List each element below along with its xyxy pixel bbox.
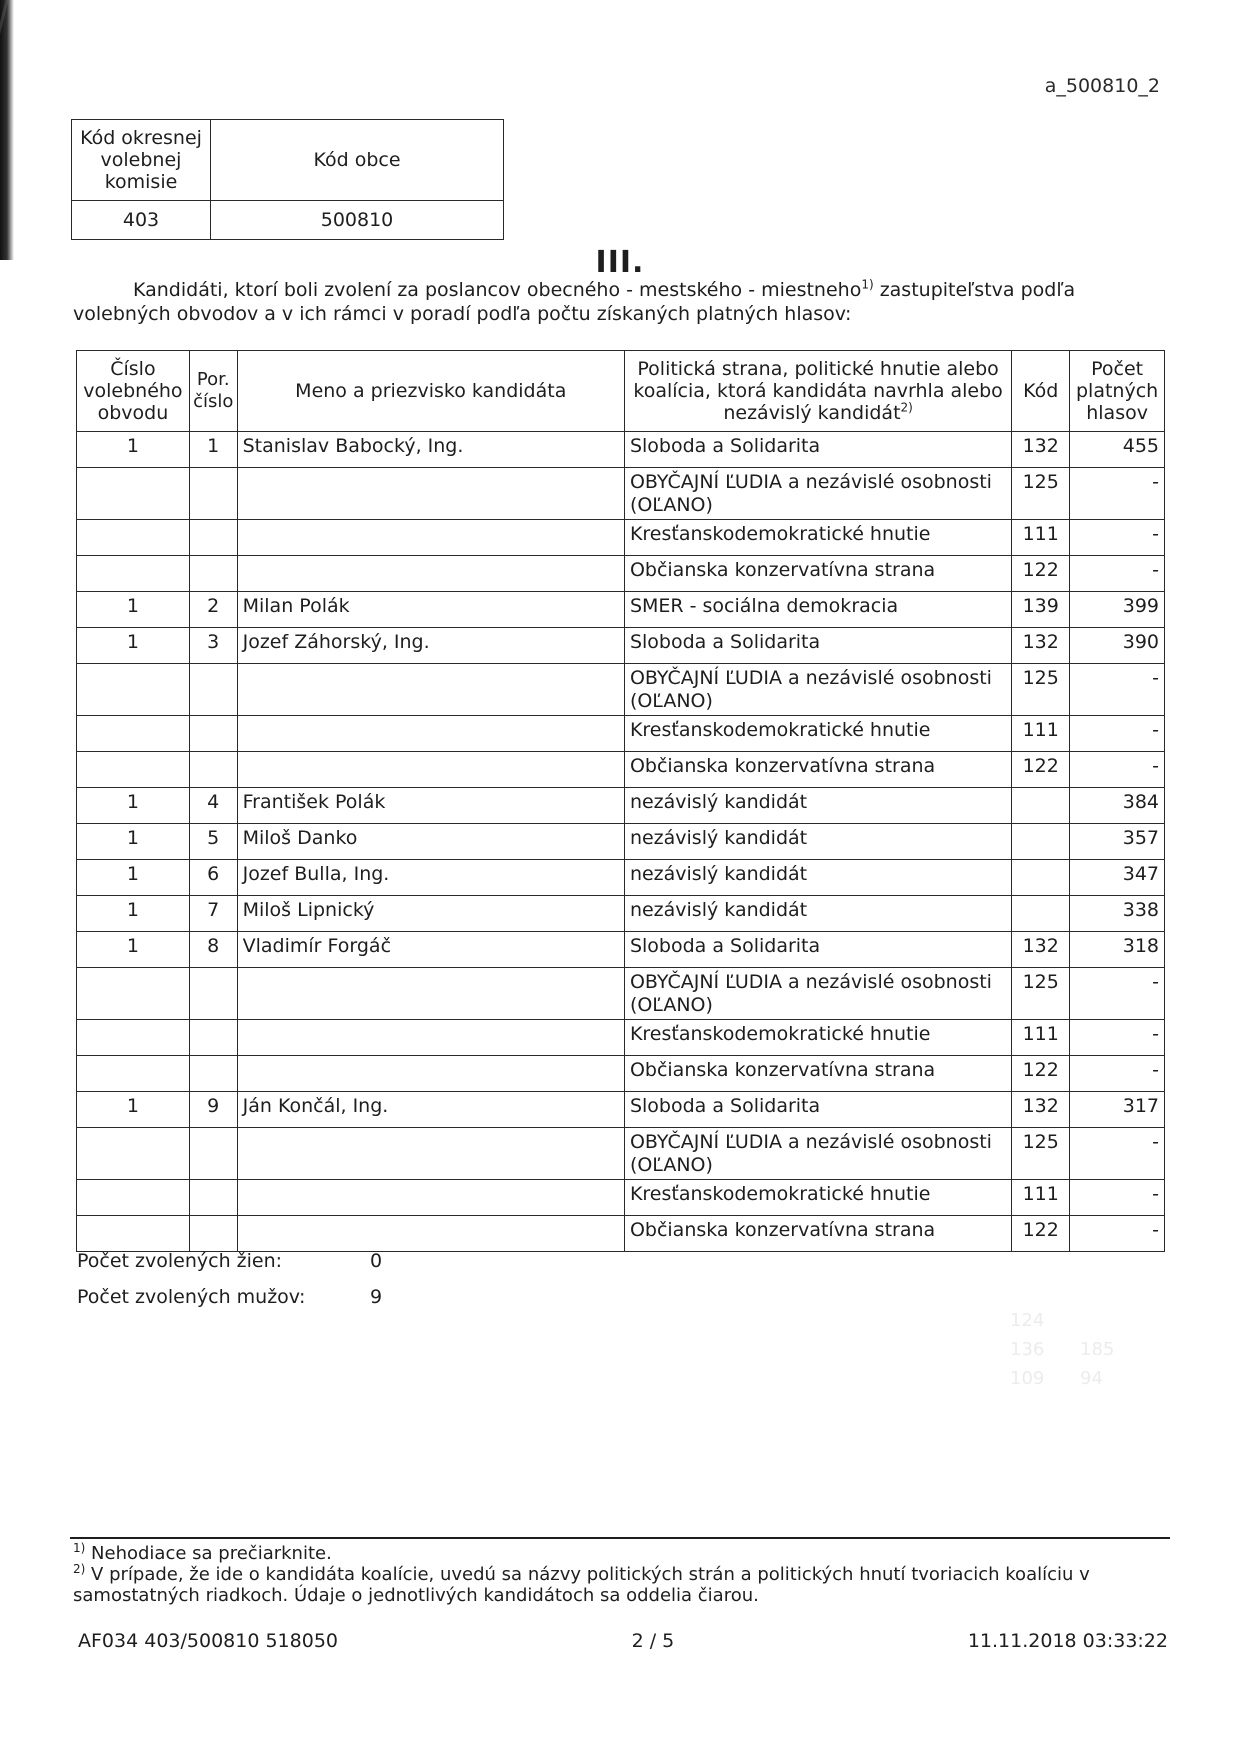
district-number-cell: 1 bbox=[77, 824, 190, 860]
party-code-cell: 122 bbox=[1012, 1216, 1070, 1252]
party-name-cell: OBYČAJNÍ ĽUDIA a nezávislé osobnosti (OĽANO) bbox=[624, 664, 1011, 716]
footnote-1-marker: 1) bbox=[73, 1541, 86, 1555]
valid-votes-cell: - bbox=[1070, 1180, 1165, 1216]
summary bbox=[77, 1250, 382, 1322]
party-code-cell: 132 bbox=[1012, 1092, 1070, 1128]
party-name-cell: Občianska konzervatívna strana bbox=[624, 1216, 1011, 1252]
party-name-cell: Sloboda a Solidarita bbox=[624, 432, 1011, 468]
valid-votes-cell: 455 bbox=[1070, 432, 1165, 468]
candidate-row bbox=[77, 628, 1165, 664]
order-number-cell: 8 bbox=[189, 932, 237, 968]
candidate-name-cell bbox=[237, 752, 624, 788]
district-number-cell bbox=[77, 1056, 190, 1092]
party-name-cell: Sloboda a Solidarita bbox=[624, 932, 1011, 968]
header-party-footnote-ref: 2) bbox=[900, 400, 913, 415]
candidate-name-cell: Ján Končál, Ing. bbox=[237, 1092, 624, 1128]
party-code-cell bbox=[1012, 824, 1070, 860]
valid-votes-cell: - bbox=[1070, 664, 1165, 716]
party-code-cell: 111 bbox=[1012, 520, 1070, 556]
footer-page-number: 2 / 5 bbox=[631, 1630, 675, 1652]
party-code-cell: 132 bbox=[1012, 932, 1070, 968]
municipality-code: 500810 bbox=[211, 201, 504, 240]
party-name-cell: Sloboda a Solidarita bbox=[624, 1092, 1011, 1128]
candidate-name-cell: Jozef Bulla, Ing. bbox=[237, 860, 624, 896]
party-code-cell bbox=[1012, 860, 1070, 896]
order-number-cell: 1 bbox=[189, 432, 237, 468]
order-number-cell bbox=[189, 1056, 237, 1092]
party-name-cell: nezávislý kandidát bbox=[624, 824, 1011, 860]
order-number-cell bbox=[189, 520, 237, 556]
footnote-2-marker: 2) bbox=[73, 1562, 86, 1576]
party-code-cell: 122 bbox=[1012, 556, 1070, 592]
coalition-party-row bbox=[77, 1216, 1165, 1252]
valid-votes-cell: - bbox=[1070, 1128, 1165, 1180]
party-name-cell: SMER - sociálna demokracia bbox=[624, 592, 1011, 628]
candidate-row bbox=[77, 860, 1165, 896]
candidate-name-cell bbox=[237, 556, 624, 592]
women-count-value: 0 bbox=[370, 1250, 383, 1272]
party-code-cell bbox=[1012, 788, 1070, 824]
order-number-cell bbox=[189, 1020, 237, 1056]
footnote-1 bbox=[73, 1543, 1173, 1564]
candidate-name-cell: Miloš Lipnický bbox=[237, 896, 624, 932]
district-number-cell: 1 bbox=[77, 896, 190, 932]
district-number-cell bbox=[77, 1180, 190, 1216]
valid-votes-cell: - bbox=[1070, 752, 1165, 788]
candidate-name-cell: Milan Polák bbox=[237, 592, 624, 628]
order-number-cell bbox=[189, 752, 237, 788]
candidate-name-cell: Miloš Danko bbox=[237, 824, 624, 860]
candidate-row bbox=[77, 788, 1165, 824]
valid-votes-cell: - bbox=[1070, 520, 1165, 556]
district-number-cell bbox=[77, 664, 190, 716]
valid-votes-cell: 357 bbox=[1070, 824, 1165, 860]
candidate-row bbox=[77, 932, 1165, 968]
district-number-cell: 1 bbox=[77, 788, 190, 824]
district-number-cell bbox=[77, 520, 190, 556]
header-party bbox=[624, 351, 1011, 432]
men-count-row bbox=[77, 1286, 382, 1322]
valid-votes-cell: 347 bbox=[1070, 860, 1165, 896]
valid-votes-cell: 399 bbox=[1070, 592, 1165, 628]
section-title: III. bbox=[595, 245, 645, 280]
candidates-table-body bbox=[77, 432, 1165, 1252]
party-code-cell: 122 bbox=[1012, 1056, 1070, 1092]
men-count-label: Počet zvolených mužov: bbox=[77, 1286, 306, 1308]
district-number-cell bbox=[77, 556, 190, 592]
party-code-cell: 111 bbox=[1012, 716, 1070, 752]
valid-votes-cell: - bbox=[1070, 1216, 1165, 1252]
district-number-cell bbox=[77, 1128, 190, 1180]
valid-votes-cell: - bbox=[1070, 468, 1165, 520]
women-count-label: Počet zvolených žien: bbox=[77, 1250, 283, 1272]
order-number-cell bbox=[189, 968, 237, 1020]
party-name-cell: nezávislý kandidát bbox=[624, 860, 1011, 896]
order-number-cell: 7 bbox=[189, 896, 237, 932]
party-name-cell: Kresťanskodemokratické hnutie bbox=[624, 1180, 1011, 1216]
district-number-cell: 1 bbox=[77, 1092, 190, 1128]
page-footer bbox=[78, 1630, 1168, 1652]
party-name-cell: Kresťanskodemokratické hnutie bbox=[624, 520, 1011, 556]
coalition-party-row bbox=[77, 556, 1165, 592]
footnotes bbox=[73, 1543, 1173, 1606]
candidate-row bbox=[77, 896, 1165, 932]
party-code-cell: 125 bbox=[1012, 968, 1070, 1020]
district-number-cell bbox=[77, 752, 190, 788]
women-count-row bbox=[77, 1250, 382, 1286]
candidate-row bbox=[77, 592, 1165, 628]
header-district-commission-code: Kód okresnej volebnej komisie bbox=[72, 120, 211, 201]
valid-votes-cell: - bbox=[1070, 1020, 1165, 1056]
candidate-name-cell bbox=[237, 664, 624, 716]
candidate-name-cell bbox=[237, 1020, 624, 1056]
candidate-name-cell bbox=[237, 716, 624, 752]
party-name-cell: Občianska konzervatívna strana bbox=[624, 556, 1011, 592]
party-name-cell: Sloboda a Solidarita bbox=[624, 628, 1011, 664]
district-number-cell: 1 bbox=[77, 628, 190, 664]
party-code-cell: 125 bbox=[1012, 468, 1070, 520]
coalition-party-row bbox=[77, 664, 1165, 716]
header-order-number: Por. číslo bbox=[189, 351, 237, 432]
valid-votes-cell: 338 bbox=[1070, 896, 1165, 932]
candidate-name-cell: Jozef Záhorský, Ing. bbox=[237, 628, 624, 664]
valid-votes-cell: 318 bbox=[1070, 932, 1165, 968]
header-valid-votes: Počet platných hlasov bbox=[1070, 351, 1165, 432]
header-municipality-code: Kód obce bbox=[211, 120, 504, 201]
order-number-cell: 3 bbox=[189, 628, 237, 664]
header-candidate-name: Meno a priezvisko kandidáta bbox=[237, 351, 624, 432]
party-name-cell: Občianska konzervatívna strana bbox=[624, 1056, 1011, 1092]
district-number-cell: 1 bbox=[77, 592, 190, 628]
party-code-cell: 132 bbox=[1012, 432, 1070, 468]
district-number-cell bbox=[77, 468, 190, 520]
valid-votes-cell: - bbox=[1070, 968, 1165, 1020]
order-number-cell bbox=[189, 716, 237, 752]
party-name-cell: OBYČAJNÍ ĽUDIA a nezávislé osobnosti (OĽANO) bbox=[624, 1128, 1011, 1180]
bleed-through-value: 136 bbox=[1010, 1339, 1045, 1360]
codes-header-row bbox=[72, 120, 504, 201]
bleed-through-text bbox=[1010, 1310, 1150, 1389]
footer-form-id: AF034 403/500810 518050 bbox=[78, 1630, 338, 1652]
intro-footnote-ref: 1) bbox=[861, 277, 874, 292]
coalition-party-row bbox=[77, 1180, 1165, 1216]
order-number-cell: 5 bbox=[189, 824, 237, 860]
bleed-through-value: 185 bbox=[1080, 1339, 1115, 1360]
candidate-name-cell bbox=[237, 1180, 624, 1216]
party-code-cell: 111 bbox=[1012, 1020, 1070, 1056]
party-code-cell: 132 bbox=[1012, 628, 1070, 664]
valid-votes-cell: 384 bbox=[1070, 788, 1165, 824]
coalition-party-row bbox=[77, 1128, 1165, 1180]
footnote-1-text: Nehodiace sa prečiarknite. bbox=[85, 1543, 332, 1564]
candidate-name-cell bbox=[237, 1056, 624, 1092]
party-name-cell: Kresťanskodemokratické hnutie bbox=[624, 1020, 1011, 1056]
coalition-party-row bbox=[77, 716, 1165, 752]
order-number-cell bbox=[189, 468, 237, 520]
order-number-cell bbox=[189, 1216, 237, 1252]
bleed-through-value: 94 bbox=[1080, 1368, 1103, 1389]
candidates-header-row bbox=[77, 351, 1165, 432]
district-number-cell: 1 bbox=[77, 860, 190, 896]
valid-votes-cell: - bbox=[1070, 556, 1165, 592]
intro-paragraph bbox=[73, 278, 1173, 326]
header-party-text: Politická strana, politické hnutie alebo koalícia, ktorá kandidáta navrhla alebo nezávislý kandidát bbox=[633, 358, 1003, 424]
header-code: Kód bbox=[1012, 351, 1070, 432]
footnote-divider bbox=[70, 1537, 1170, 1539]
candidate-name-cell bbox=[237, 1216, 624, 1252]
candidate-row bbox=[77, 824, 1165, 860]
candidate-name-cell bbox=[237, 1128, 624, 1180]
candidate-row bbox=[77, 432, 1165, 468]
district-number-cell: 1 bbox=[77, 432, 190, 468]
intro-text-end: zastupiteľstva podľa volebných obvodov a v ich rámci v poradí podľa počtu získaných platných hlasov: bbox=[73, 279, 1076, 325]
party-code-cell: 111 bbox=[1012, 1180, 1070, 1216]
codes-table bbox=[71, 119, 504, 240]
party-name-cell: Občianska konzervatívna strana bbox=[624, 752, 1011, 788]
party-code-cell: 122 bbox=[1012, 752, 1070, 788]
candidate-name-cell bbox=[237, 520, 624, 556]
party-code-cell: 139 bbox=[1012, 592, 1070, 628]
candidate-name-cell bbox=[237, 968, 624, 1020]
order-number-cell: 4 bbox=[189, 788, 237, 824]
district-number-cell bbox=[77, 716, 190, 752]
party-code-cell: 125 bbox=[1012, 1128, 1070, 1180]
district-number-cell bbox=[77, 968, 190, 1020]
candidates-table bbox=[76, 350, 1165, 1252]
candidate-name-cell: Stanislav Babocký, Ing. bbox=[237, 432, 624, 468]
coalition-party-row bbox=[77, 1020, 1165, 1056]
district-number-cell bbox=[77, 1020, 190, 1056]
valid-votes-cell: 390 bbox=[1070, 628, 1165, 664]
order-number-cell bbox=[189, 1128, 237, 1180]
valid-votes-cell: - bbox=[1070, 1056, 1165, 1092]
party-name-cell: Kresťanskodemokratické hnutie bbox=[624, 716, 1011, 752]
bleed-through-value: 124 bbox=[1010, 1310, 1045, 1331]
candidate-name-cell: František Polák bbox=[237, 788, 624, 824]
footnote-2 bbox=[73, 1564, 1173, 1606]
coalition-party-row bbox=[77, 1056, 1165, 1092]
order-number-cell bbox=[189, 664, 237, 716]
party-name-cell: OBYČAJNÍ ĽUDIA a nezávislé osobnosti (OĽANO) bbox=[624, 968, 1011, 1020]
document-code: a_500810_2 bbox=[1044, 75, 1160, 97]
footer-timestamp: 11.11.2018 03:33:22 bbox=[967, 1630, 1168, 1652]
bleed-through-value: 109 bbox=[1010, 1368, 1045, 1389]
men-count-value: 9 bbox=[370, 1286, 383, 1308]
party-name-cell: nezávislý kandidát bbox=[624, 788, 1011, 824]
header-district-number: Číslo volebného obvodu bbox=[77, 351, 190, 432]
candidate-name-cell: Vladimír Forgáč bbox=[237, 932, 624, 968]
party-name-cell: nezávislý kandidát bbox=[624, 896, 1011, 932]
party-code-cell bbox=[1012, 896, 1070, 932]
order-number-cell: 9 bbox=[189, 1092, 237, 1128]
coalition-party-row bbox=[77, 468, 1165, 520]
coalition-party-row bbox=[77, 752, 1165, 788]
intro-text: Kandidáti, ktorí boli zvolení za poslancov obecného - mestského - miestneho bbox=[133, 279, 862, 301]
order-number-cell bbox=[189, 556, 237, 592]
coalition-party-row bbox=[77, 968, 1165, 1020]
footnote-2-text: V prípade, že ide o kandidáta koalície, uvedú sa názvy politických strán a politických hnutí tvoriacich koalíciu v samostatných riadkoch. Údaje o jednotlivých kandidátoch sa oddelia čiarou. bbox=[73, 1564, 1090, 1606]
candidate-row bbox=[77, 1092, 1165, 1128]
order-number-cell bbox=[189, 1180, 237, 1216]
party-name-cell: OBYČAJNÍ ĽUDIA a nezávislé osobnosti (OĽANO) bbox=[624, 468, 1011, 520]
scan-edge-shadow bbox=[0, 0, 14, 260]
order-number-cell: 2 bbox=[189, 592, 237, 628]
valid-votes-cell: - bbox=[1070, 716, 1165, 752]
district-number-cell: 1 bbox=[77, 932, 190, 968]
coalition-party-row bbox=[77, 520, 1165, 556]
candidate-name-cell bbox=[237, 468, 624, 520]
district-number-cell bbox=[77, 1216, 190, 1252]
codes-value-row bbox=[72, 201, 504, 240]
valid-votes-cell: 317 bbox=[1070, 1092, 1165, 1128]
order-number-cell: 6 bbox=[189, 860, 237, 896]
party-code-cell: 125 bbox=[1012, 664, 1070, 716]
district-commission-code: 403 bbox=[72, 201, 211, 240]
